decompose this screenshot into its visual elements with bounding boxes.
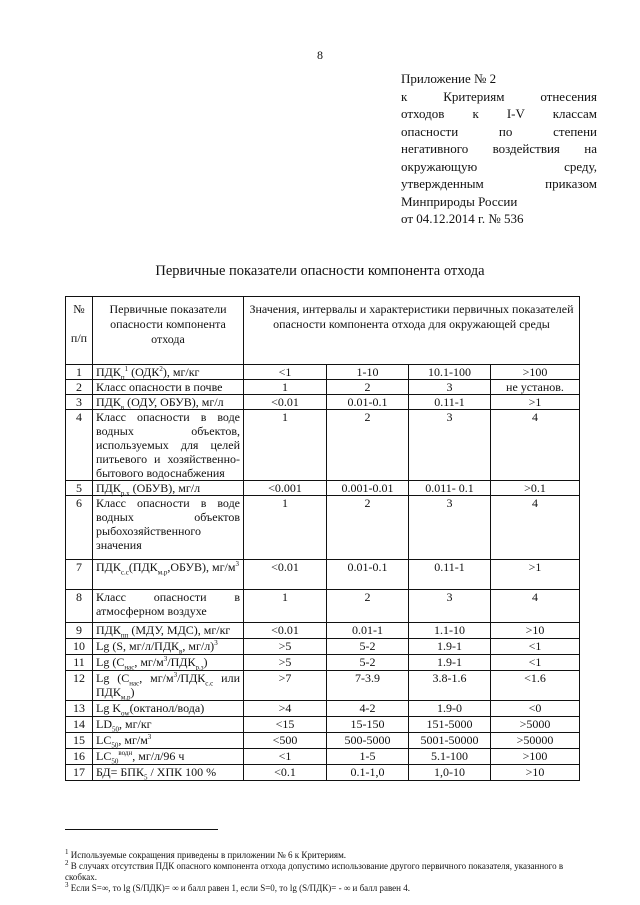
table-row <box>66 733 580 749</box>
appendix-reference <box>401 70 597 228</box>
value-cell: >50000 <box>491 733 580 749</box>
value-cell: 0.01-0.1 <box>327 395 409 410</box>
footnote-separator <box>65 829 218 830</box>
appendix-line: отходов к I-V классам <box>401 106 597 121</box>
value-cell: <1.6 <box>491 671 580 701</box>
page-number: 8 <box>317 48 323 62</box>
value-cell: 1 <box>244 410 327 481</box>
indicator-label: Класс опасности в атмосферном воздухе <box>93 590 244 623</box>
document-title: Первичные показатели опасности компонента отхода <box>155 263 485 279</box>
row-number: 7 <box>66 560 93 590</box>
value-cell: 10.1-100 <box>409 365 491 380</box>
value-cell: <0.01 <box>244 623 327 639</box>
appendix-line: утвержденным приказом <box>401 176 597 191</box>
footnote: $^3$ Если S=∞, то lg (S/ПДК)= ∞ и балл равен 1, если S=0, то lg (S/ПДК)= - ∞ и балл равен 4. <box>65 881 410 893</box>
value-cell: 2 <box>327 496 409 560</box>
value-cell: 1,0-10 <box>409 765 491 781</box>
row-number: 13 <box>66 701 93 717</box>
value-cell: 3 <box>409 380 491 395</box>
table-row <box>66 380 580 395</box>
indicator-label: $LC_{50}^{водн}$, мг/л/96 ч <box>93 749 244 765</box>
hazard-indicators-table <box>65 296 580 781</box>
table-row <box>66 365 580 380</box>
appendix-line: к Критериям отнесения <box>401 88 597 104</box>
indicator-label: $ПДК_{с.с}(ПДК_{м.р},ОБУВ)$, $мг/м^3$ <box>93 560 244 590</box>
value-cell: 5-2 <box>327 655 409 671</box>
table-row <box>66 481 580 496</box>
table-row <box>66 560 580 590</box>
value-cell: 4 <box>491 410 580 481</box>
indicator-label: Lg (S, $мг/л/ПДК_в$, мг/л)$^3$ <box>93 639 244 655</box>
value-cell: не установ. <box>491 380 580 395</box>
footnote: $^1$ Используемые сокращения приведены в приложении № 6 к Критериям. <box>65 848 347 860</box>
appendix-line: окружающую среду, <box>401 158 597 174</box>
header-number: № п/п <box>66 297 93 365</box>
value-cell: >10 <box>491 765 580 781</box>
value-cell: >1 <box>491 395 580 410</box>
value-cell: 1.9-1 <box>409 655 491 671</box>
table-row <box>66 410 580 481</box>
indicator-label: $ПДК_{пп}$ (МДУ, МДС), мг/кг <box>93 623 244 639</box>
footnote: $^2$ В случаях отсутствия ПДК опасного компонента отхода допустимо использование другого первичного показателя, указанного в скобках. <box>65 859 564 882</box>
value-cell: 2 <box>327 410 409 481</box>
value-cell: >1 <box>491 560 580 590</box>
indicator-label: Класс опасности в почве <box>93 380 244 395</box>
value-cell: >5000 <box>491 717 580 733</box>
row-number: 1 <box>66 365 93 380</box>
value-cell: <1 <box>491 655 580 671</box>
indicator-label: Lg $K_{ow}(октанол/вода)$ <box>93 701 244 717</box>
value-cell: 0.01-1 <box>327 623 409 639</box>
value-cell: 3 <box>409 410 491 481</box>
row-number: 15 <box>66 733 93 749</box>
value-cell: 3 <box>409 590 491 623</box>
value-cell: 5-2 <box>327 639 409 655</box>
value-cell: <0 <box>491 701 580 717</box>
value-cell: 0.11-1 <box>409 560 491 590</box>
row-number: 6 <box>66 496 93 560</box>
value-cell: 4 <box>491 590 580 623</box>
row-number: 4 <box>66 410 93 481</box>
table-row <box>66 639 580 655</box>
value-cell: >10 <box>491 623 580 639</box>
value-cell: 0.1-1,0 <box>327 765 409 781</box>
value-cell: 3.8-1.6 <box>409 671 491 701</box>
value-cell: <0.001 <box>244 481 327 496</box>
value-cell: 7-3.9 <box>327 671 409 701</box>
row-number: 3 <box>66 395 93 410</box>
table-row <box>66 717 580 733</box>
value-cell: 1.9-0 <box>409 701 491 717</box>
indicator-label: $LC_{50}$, $мг/м^3$ <box>93 733 244 749</box>
value-cell: 1.1-10 <box>409 623 491 639</box>
appendix-line: Приложение № 2 <box>401 71 497 86</box>
table-row <box>66 765 580 781</box>
value-cell: 1.9-1 <box>409 639 491 655</box>
indicator-label: $ПДК_{р.х}$ (ОБУВ), мг/л <box>93 481 244 496</box>
value-cell: 0.01-0.1 <box>327 560 409 590</box>
value-cell: >0.1 <box>491 481 580 496</box>
table-row <box>66 496 580 560</box>
value-cell: 1 <box>244 380 327 395</box>
indicator-label: Класс опасности в воде водных объектов рыбохозяйственного значения <box>93 496 244 560</box>
value-cell: <1 <box>491 639 580 655</box>
row-number: 16 <box>66 749 93 765</box>
value-cell: 151-5000 <box>409 717 491 733</box>
value-cell: 4 <box>491 496 580 560</box>
value-cell: 5.1-100 <box>409 749 491 765</box>
value-cell: >4 <box>244 701 327 717</box>
appendix-line: Минприроды России <box>401 193 518 209</box>
indicator-label: $LD_{50}$, мг/кг <box>93 717 244 733</box>
indicator-label: Класс опасности в воде водных объектов, используемых для целей питьевого и хозяйственно-бытового водоснабжения <box>93 410 244 481</box>
value-cell: >100 <box>491 365 580 380</box>
value-cell: 1-5 <box>327 749 409 765</box>
table-row <box>66 701 580 717</box>
indicator-label: Lg ($С_{нас}$, $мг/м^3/ПДК_{с.с}$ или $ПДК_{м.р}$) <box>93 671 244 701</box>
row-number: 11 <box>66 655 93 671</box>
value-cell: 500-5000 <box>327 733 409 749</box>
value-cell: 0.11-1 <box>409 395 491 410</box>
table-row <box>66 749 580 765</box>
table-row <box>66 671 580 701</box>
table-row <box>66 590 580 623</box>
appendix-line: негативного воздействия на <box>401 141 597 156</box>
table-row <box>66 655 580 671</box>
value-cell: 0.001-0.01 <box>327 481 409 496</box>
row-number: 8 <box>66 590 93 623</box>
value-cell: 1 <box>244 590 327 623</box>
footnotes <box>65 850 595 894</box>
value-cell: <0.01 <box>244 560 327 590</box>
indicator-label: $ПДК_в$ (ОДУ, ОБУВ), мг/л <box>93 395 244 410</box>
value-cell: >5 <box>244 639 327 655</box>
value-cell: 1-10 <box>327 365 409 380</box>
value-cell: 5001-50000 <box>409 733 491 749</box>
value-cell: 0.011- 0.1 <box>409 481 491 496</box>
value-cell: 2 <box>327 380 409 395</box>
value-cell: <1 <box>244 749 327 765</box>
table-row <box>66 395 580 410</box>
appendix-line: опасности по степени <box>401 123 597 139</box>
row-number: 2 <box>66 380 93 395</box>
value-cell: >5 <box>244 655 327 671</box>
value-cell: 3 <box>409 496 491 560</box>
row-number: 17 <box>66 765 93 781</box>
row-number: 10 <box>66 639 93 655</box>
value-cell: 1 <box>244 496 327 560</box>
value-cell: <15 <box>244 717 327 733</box>
value-cell: 15-150 <box>327 717 409 733</box>
header-indicator: Первичные показатели опасности компонента отхода <box>93 297 244 365</box>
value-cell: >7 <box>244 671 327 701</box>
table-row <box>66 623 580 639</box>
header-values: Значения, интервалы и характеристики первичных показателей опасности компонента отхода для окружающей среды <box>244 297 580 365</box>
indicator-label: Lg ($С_{нас}$, $мг/м^3/ПДК_{р.з}$) <box>93 655 244 671</box>
indicator-label: $ПДК_п^1$ (ОДК$^2$), мг/кг <box>93 365 244 380</box>
indicator-label: $БД= БПК_5$ / ХПК 100 % <box>93 765 244 781</box>
value-cell: <500 <box>244 733 327 749</box>
value-cell: 4-2 <box>327 701 409 717</box>
value-cell: 2 <box>327 590 409 623</box>
value-cell: <0.1 <box>244 765 327 781</box>
value-cell: >100 <box>491 749 580 765</box>
appendix-line: от 04.12.2014 г. № 536 <box>401 211 524 226</box>
row-number: 12 <box>66 671 93 701</box>
row-number: 9 <box>66 623 93 639</box>
value-cell: <0.01 <box>244 395 327 410</box>
row-number: 14 <box>66 717 93 733</box>
row-number: 5 <box>66 481 93 496</box>
value-cell: <1 <box>244 365 327 380</box>
